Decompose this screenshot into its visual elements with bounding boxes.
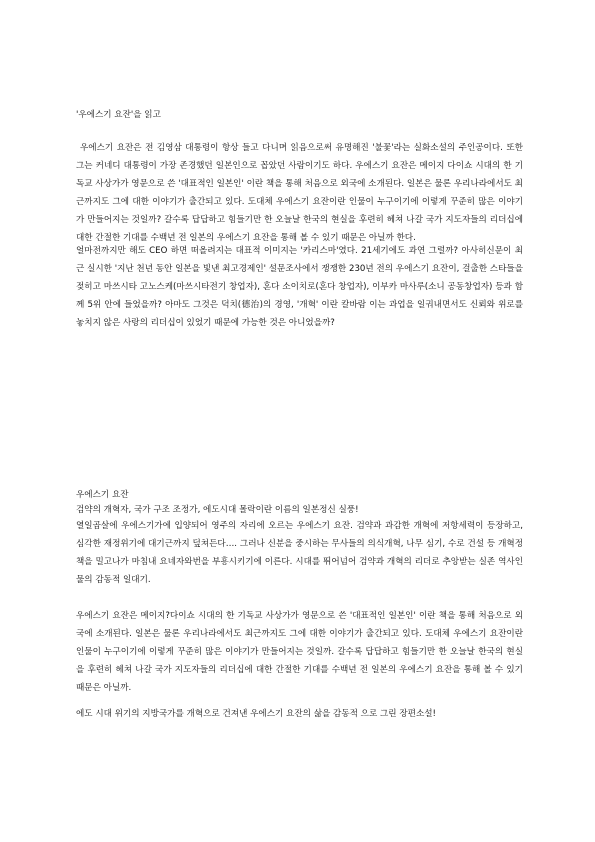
section-heading: 우에스기 요잔	[76, 490, 129, 500]
paragraph-background: 우에스기 요잔은 메이지?다이쇼 시대의 한 기독교 사상가가 영문으로 쓴 '대표적인 일본인' 이란 책을 통해 처음으로 외국에 소개된다. 일본은 물론 우리나라에서도 최근까지도 그에 대한 이야기가 출간되고 있다. 도대체 우에스기 요잔이란 인물이 누구이기에 이렇게 꾸준히 많은 이야기가 만들어지는 것일까. 갈수록 답답하고 힘들기만 한 오늘날 한국의 현실을 후련히 헤쳐 나갈 국가 지도자들의 리더십에 대한 간절한 기대를 수백년 전 일본의 우에스기 요잔을 통해 볼 수 있기 때문은 아닐까.	[76, 611, 523, 693]
section-tagline: 검약의 개혁자, 국가 구조 조정가, 에도시대 몰락이란 이름의 일본정신 실풍!	[76, 505, 359, 515]
document-title: '우에스기 요잔'을 읽고	[76, 110, 161, 120]
paragraph-ceo: 얼마전까지만 해도 CEO 하면 떠올려지는 대표적 이미지는 '카리스마'였다. 21세기에도 과연 그럴까? 아사히신문이 최근 실시한 '지난 천년 동안 일본을 빛낸 최고경제인' 설문조사에서 쟁쟁한 230년 전의 우에스기 요잔이, 걸출한 스타들을 젖히고 마쓰시타 고노스케(마쓰시타전기 창업자), 혼다 소이치로(혼다 창업자), 이부카 마사루(소니 공동창업자) 등과 함께 5위 안에 들었을까? 아마도 그것은 덕치(德治)의 경영, '개혁' 이란 칼바람 이는 과업을 일궈내면서도 신뢰와 위로를 놓치지 않은 사랑의 리더십이 있었기 때문에 가능한 것은 아니었을까?	[76, 246, 523, 328]
paragraph-closing: 에도 시대 위기의 지방국가를 개혁으로 건져낸 우에스기 요잔의 삶을 감동적 으로 그린 장편소설!	[76, 709, 436, 719]
paragraph-synopsis: 열일곱살에 우에스기가에 입양되어 영주의 자리에 오르는 우에스기 요잔. 검약과 과감한 개혁에 저항세력이 등장하고, 심각한 재정위기에 대기근까지 덮쳐든다…. 그러나 신분을 중시하는 무사들의 의식개혁, 나무 심기, 수로 건설 등 개혁정책을 밀고나가 마침내 요네자와번을 부흥시키기에 이른다. 시대를 뛰어넘어 검약과 개혁의 리더로 추앙받는 실존 역사인물의 감동적 일대기.	[76, 521, 523, 585]
paragraph-intro: 우에스기 요잔은 전 김영삼 대통령이 항상 들고 다니며 읽음으로써 유명해진 '불꽃'라는 실화소설의 주인공이다. 또한 그는 커네디 대통령이 가장 존경했던 일본인으로 꼽았던 사람이기도 하다. 우에스기 요잔은 메이지 다이쇼 시대의 한 기독교 사상가가 영문으로 쓴 '대표적인 일본인' 이란 책을 통해 처음으로 외국에 소개된다. 일본은 물론 우리나라에서도 최근까지도 그에 대한 이야기가 출간되고 있다. 도대체 우에스기 요잔이란 인물이 누구이기에 이렇게 꾸준히 많은 이야기가 만들어지는 것일까? 갈수록 답답하고 힘들기만 한 오늘날 한국의 현실을 후련히 헤쳐 나갈 국가 지도자들의 리더십에 대한 간절한 기대를 수백년 전 일본의 우에스기 요잔을 통해 볼 수 있기 때문은 아닐까 한다.	[76, 143, 523, 243]
